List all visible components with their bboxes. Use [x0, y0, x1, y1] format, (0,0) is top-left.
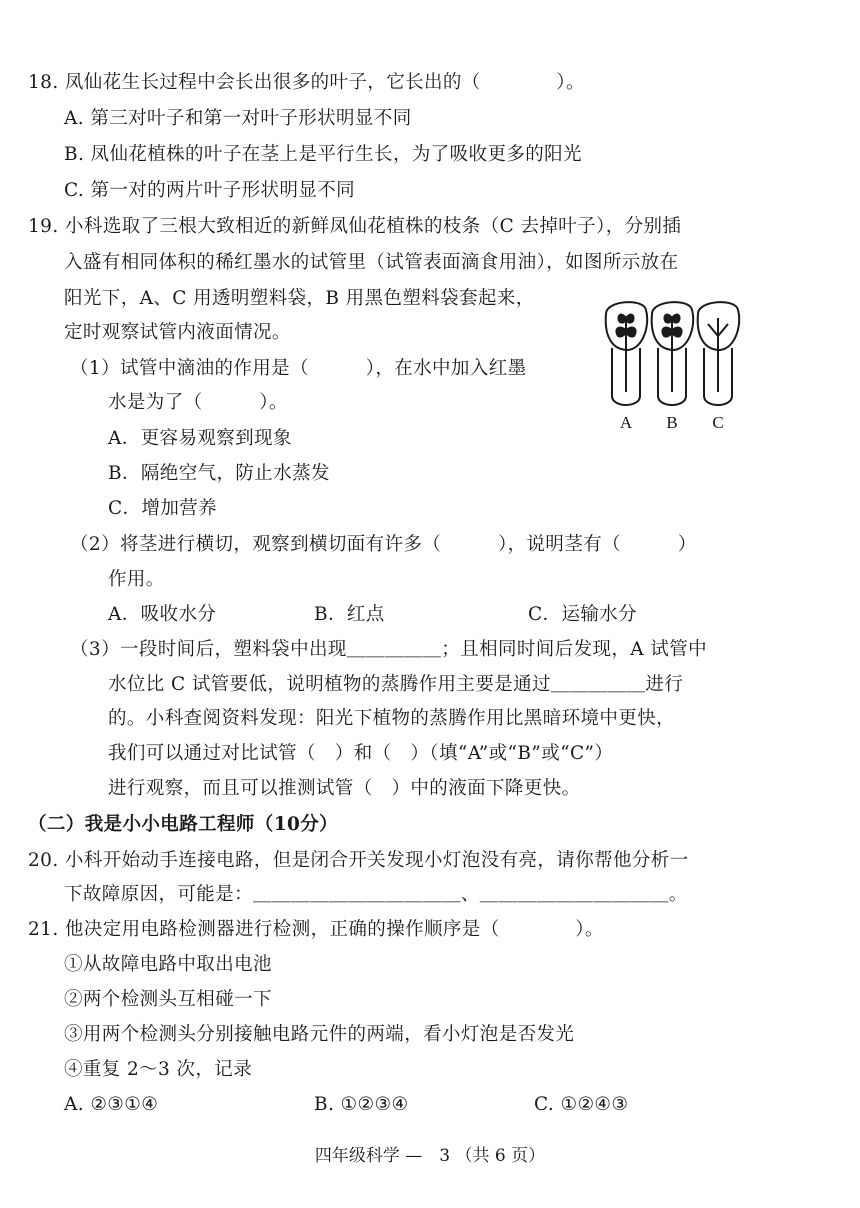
q19-part3-line-3: 的。小科查阅资料发现：阳光下植物的蒸腾作用比黑暗环境中更快，: [108, 708, 676, 729]
q18-option-b: B. 凤仙花植株的叶子在茎上是平行生长，为了吸收更多的阳光: [64, 144, 582, 165]
q20-line-2: 下故障原因，可能是：＿＿＿＿＿＿＿＿＿＿＿、＿＿＿＿＿＿＿＿＿＿。: [64, 884, 688, 905]
q19-part2-option-c: C．运输水分: [528, 604, 638, 625]
q19-line-3: 阳光下，A、C 用透明塑料袋，B 用黑色塑料袋套起来，: [64, 288, 535, 309]
q18-option-a: A. 第三对叶子和第一对叶子形状明显不同: [64, 108, 412, 129]
q19-part2-option-b: B．红点: [314, 604, 385, 625]
q21-option-b: B. ①②③④: [314, 1094, 409, 1115]
q21-option-c: C. ①②④③: [534, 1094, 629, 1115]
q20-line-1: 20. 小科开始动手连接电路，但是闭合开关发现小灯泡没有亮，请你帮他分析一: [28, 850, 689, 871]
q19-part1-line-1: （1）试管中滴油的作用是（ ），在水中加入红墨: [70, 358, 527, 379]
tube-label-a: A: [619, 413, 633, 432]
q18-stem: 18. 凤仙花生长过程中会长出很多的叶子，它长出的（ ）。: [28, 72, 585, 93]
q19-line-2: 入盛有相同体积的稀红墨水的试管里（试管表面滴食用油），如图所示放在: [64, 252, 679, 273]
q19-part3-line-5: 进行观察，而且可以推测试管（ ）中的液面下降更快。: [108, 778, 581, 799]
q19-part2-line-2: 作用。: [108, 569, 165, 590]
q19-part2-option-a: A．吸收水分: [108, 604, 217, 625]
q21-step-1: ①从故障电路中取出电池: [64, 954, 272, 975]
q18-option-c: C. 第一对的两片叶子形状明显不同: [64, 180, 356, 201]
q19-part1-line-2: 水是为了（ ）。: [108, 392, 288, 413]
q19-part3-line-4: 我们可以通过对比试管（ ）和（ ）（填“A”或“B”或“C”）: [108, 743, 614, 764]
section-heading: （二）我是小小电路工程师（10分）: [28, 814, 339, 835]
test-tubes-illustration: [600, 296, 748, 436]
q19-line-4: 定时观察试管内液面情况。: [64, 322, 291, 343]
tube-label-b: B: [666, 413, 678, 432]
tube-label-c: C: [712, 413, 724, 432]
q21-step-3: ③用两个检测头分别接触电路元件的两端，看小灯泡是否发光: [64, 1024, 575, 1045]
q21-option-a: A. ②③①④: [64, 1094, 159, 1115]
q21-stem: 21. 他决定用电路检测器进行检测，正确的操作顺序是（ ）。: [28, 919, 604, 940]
q19-part1-option-c: C．增加营养: [108, 498, 218, 519]
q19-part1-option-b: B．隔绝空气，防止水蒸发: [108, 463, 330, 484]
q19-part1-option-a: A．更容易观察到现象: [108, 428, 292, 449]
page-footer: 四年级科学 — 3 （共 6 页）: [314, 1146, 546, 1166]
q19-part3-line-1: （3）一段时间后，塑料袋中出现＿＿＿＿＿；且相同时间后发现，A 试管中: [70, 639, 708, 660]
test-tube-figure: [600, 296, 748, 436]
q21-step-4: ④重复 2～3 次，记录: [64, 1059, 253, 1080]
q21-step-2: ②两个检测头互相碰一下: [64, 989, 272, 1010]
q19-part2-line-1: （2）将茎进行横切，观察到横切面有许多（ ），说明茎有（ ）: [70, 534, 697, 555]
q19-part3-line-2: 水位比 C 试管要低，说明植物的蒸腾作用主要是通过＿＿＿＿＿进行: [108, 674, 684, 695]
q19-line-1: 19. 小科选取了三根大致相近的新鲜凤仙花植株的枝条（C 去掉叶子），分别插: [28, 216, 682, 237]
